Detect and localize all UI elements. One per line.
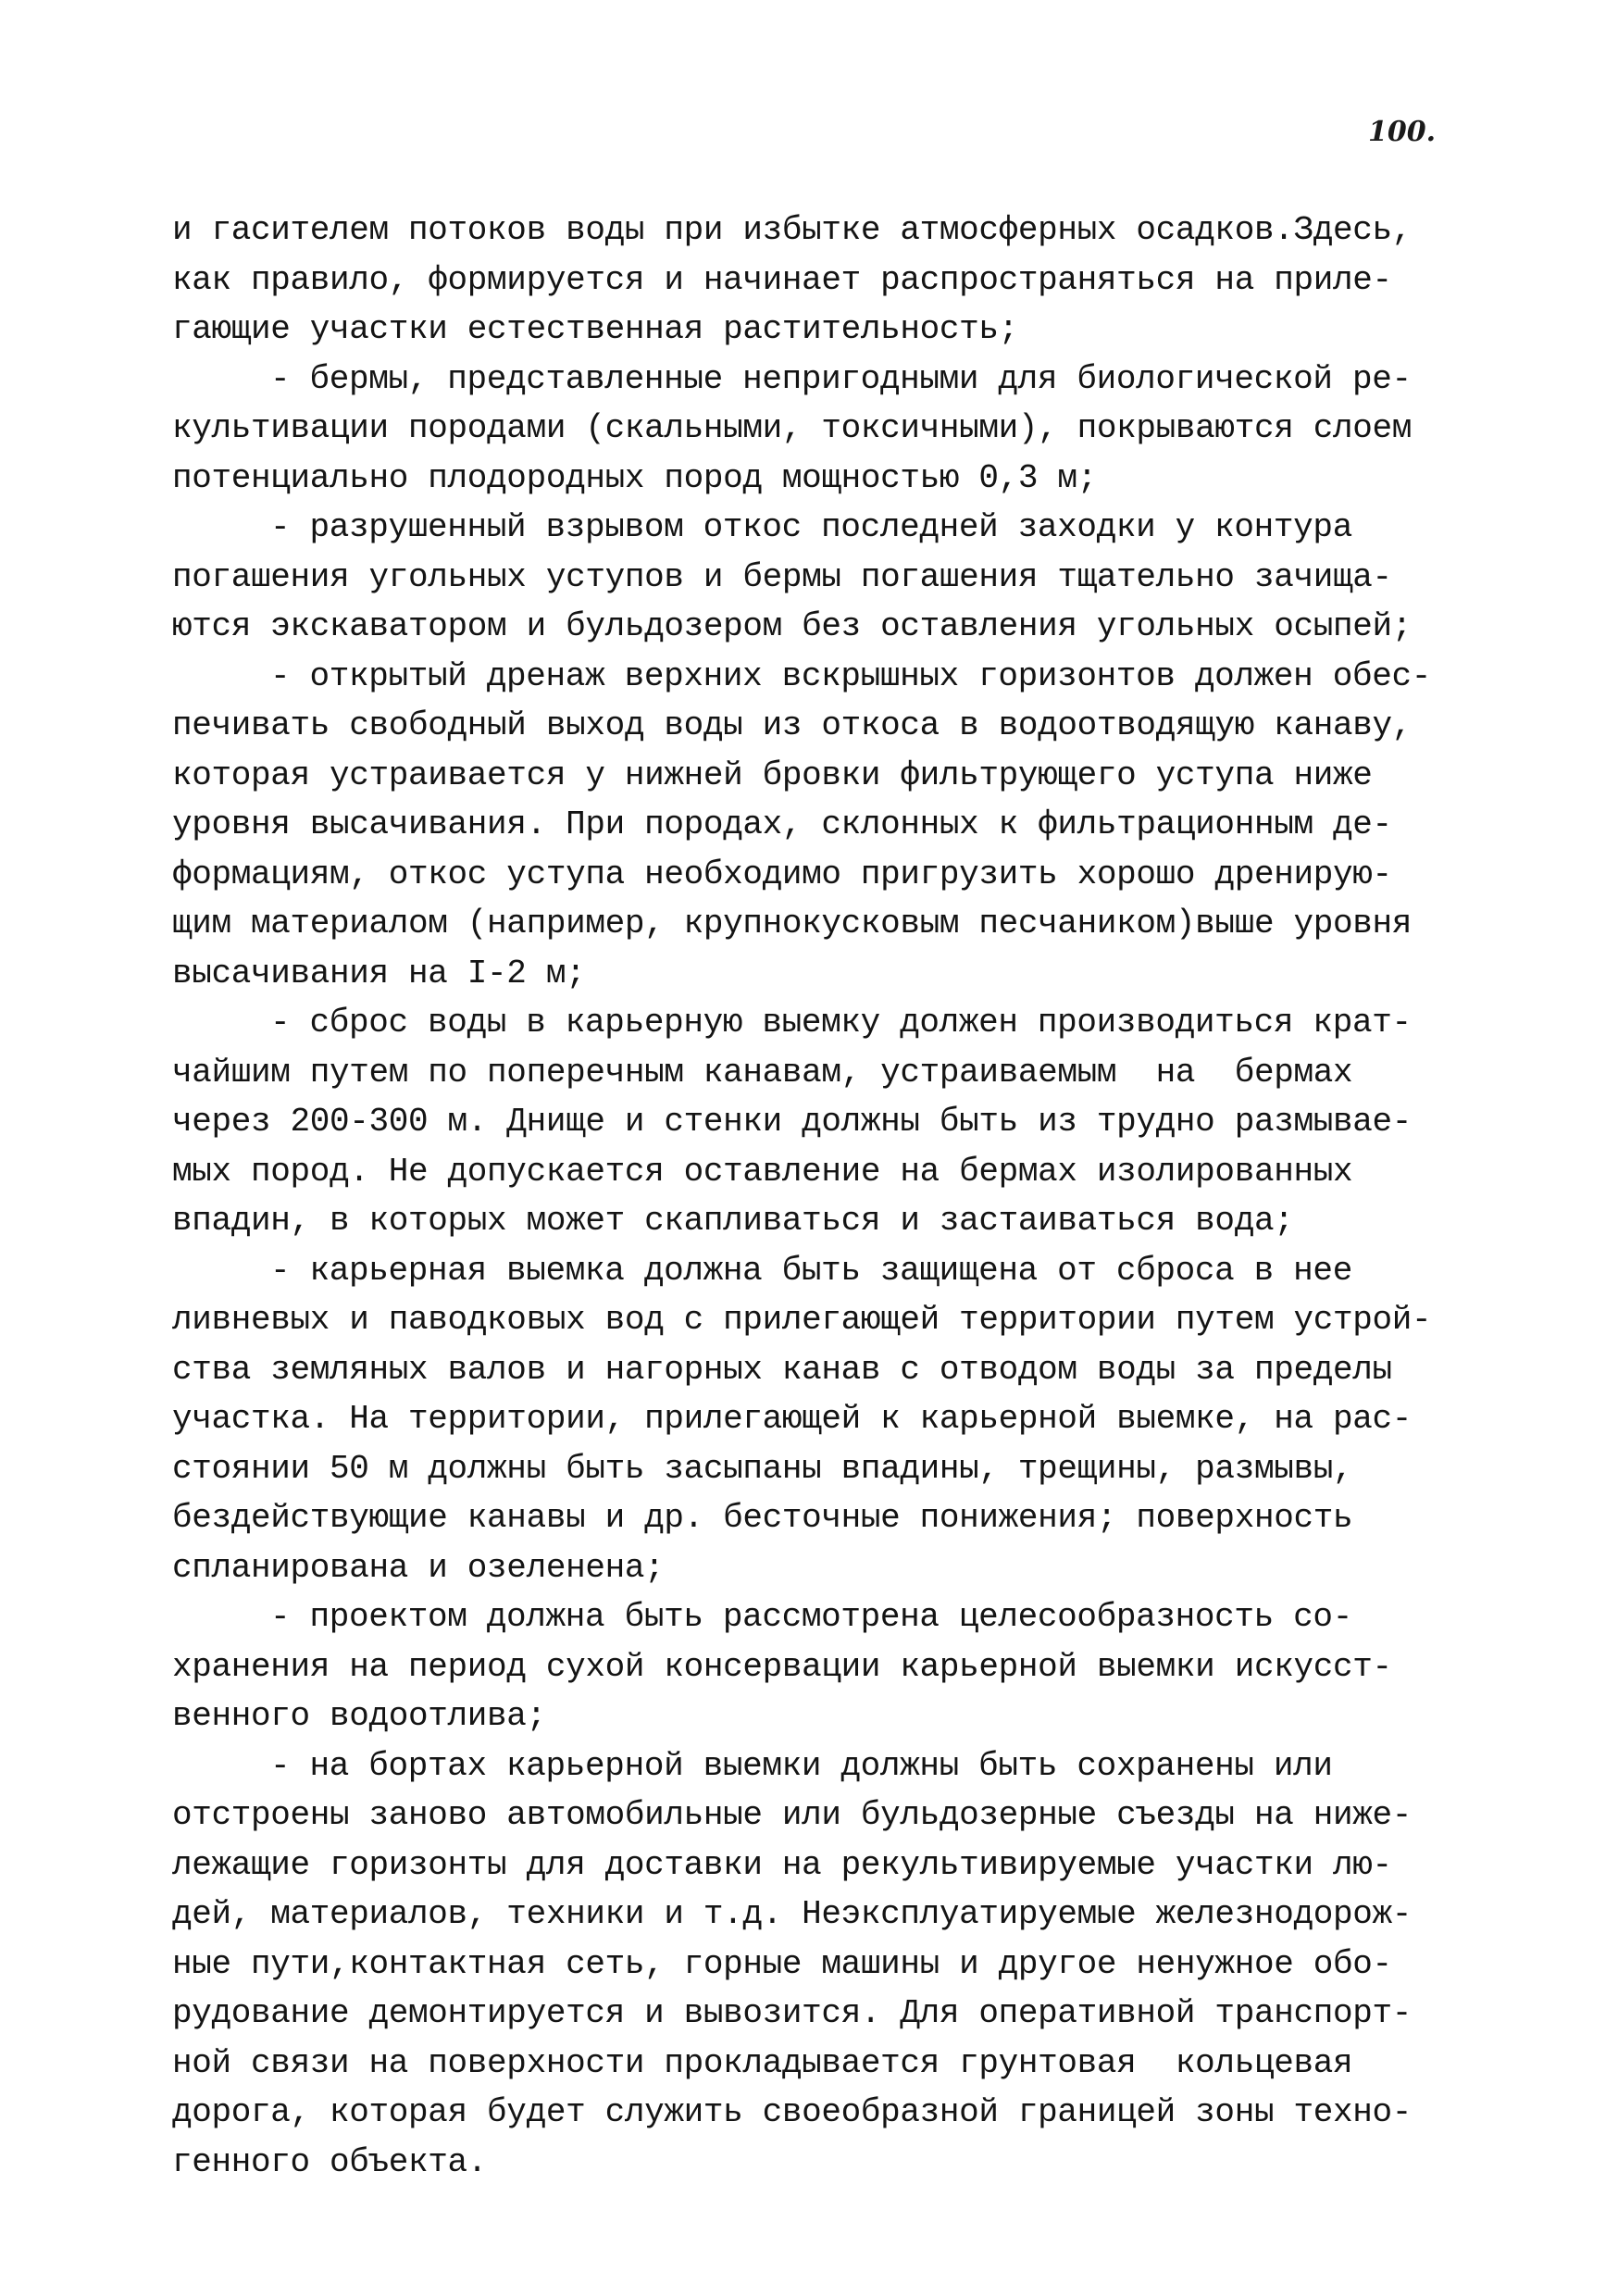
text-line: через 200-300 м. Днище и стенки должны быть из трудно размывае- bbox=[172, 1103, 1412, 1141]
text-line: ные пути,контактная сеть, горные машины и другое ненужное обо- bbox=[172, 1944, 1392, 1983]
text-line: генного объекта. bbox=[172, 2142, 488, 2181]
text-line: печивать свободный выход воды из откоса в водоотводящую канаву, bbox=[172, 706, 1412, 744]
text-line: ливневых и паводковых вод с прилегающей территории путем устрой- bbox=[172, 1301, 1432, 1339]
text-line: участка. На территории, прилегающей к карьерной выемке, на рас- bbox=[172, 1400, 1412, 1438]
text-line: ются экскаватором и бульдозером без оставления угольных осыпей; bbox=[172, 607, 1412, 645]
text-line: гающие участки естественная растительность; bbox=[172, 310, 1018, 348]
text-line: мых пород. Не допускается оставление на бермах изолированных bbox=[172, 1152, 1353, 1191]
text-line: и гасителем потоков воды при избытке атмосферных осадков.Здесь, bbox=[172, 211, 1412, 249]
text-line: рудование демонтируется и вывозится. Для оперативной транспорт- bbox=[172, 1994, 1412, 2032]
text-line: спланирована и озеленена; bbox=[172, 1548, 665, 1587]
text-line: - бермы, представленные непригодными для биологической ре- bbox=[270, 359, 1412, 398]
text-line: - на бортах карьерной выемки должны быть сохранены или bbox=[270, 1746, 1333, 1785]
text-line: высачивания на I-2 м; bbox=[172, 954, 586, 992]
text-line: ной связи на поверхности прокладывается грунтовая кольцевая bbox=[172, 2043, 1353, 2082]
text-line: венного водоотлива; bbox=[172, 1697, 546, 1735]
text-line: которая устраивается у нижней бровки фильтрующего уступа ниже bbox=[172, 755, 1373, 794]
text-line: культивации породами (скальными, токсичными), покрываются слоем bbox=[172, 409, 1412, 447]
page-number: 100. bbox=[1368, 116, 1437, 148]
text-line: уровня высачивания. При породах, склонных к фильтрационным де- bbox=[172, 805, 1392, 843]
text-line: чайшим путем по поперечным канавам, устраиваемым на бермах bbox=[172, 1053, 1353, 1092]
text-line: - открытый дренаж верхних вскрышных горизонтов должен обес- bbox=[270, 656, 1431, 695]
text-line: впадин, в которых может скапливаться и застаиваться вода; bbox=[172, 1202, 1294, 1240]
text-line: хранения на период сухой консервации карьерной выемки искусст- bbox=[172, 1647, 1392, 1686]
text-line: формациям, откос уступа необходимо пригрузить хорошо дренирую- bbox=[172, 855, 1392, 893]
text-line: погашения угольных уступов и бермы погашения тщательно зачища- bbox=[172, 557, 1392, 596]
text-line: - проектом должна быть рассмотрена целесообразность со- bbox=[270, 1598, 1352, 1636]
text-line: дей, материалов, техники и т.д. Неэксплуатируемые железнодорож- bbox=[172, 1895, 1412, 1933]
text-line: лежащие горизонты для доставки на рекультивируемые участки лю- bbox=[172, 1845, 1392, 1884]
text-line: дорога, которая будет служить своеобразной границей зоны техно- bbox=[172, 2093, 1412, 2131]
text-line: стоянии 50 м должны быть засыпаны впадины, трещины, размывы, bbox=[172, 1449, 1353, 1488]
body-text bbox=[172, 206, 1468, 2187]
text-line: отстроены заново автомобильные или бульдозерные съезды на ниже- bbox=[172, 1796, 1412, 1834]
text-line: - сброс воды в карьерную выемку должен производиться крат- bbox=[270, 1004, 1412, 1042]
text-line: - разрушенный взрывом откос последней заходки у контура bbox=[270, 508, 1352, 546]
text-line: бездействующие канавы и др. бесточные понижения; поверхность bbox=[172, 1499, 1353, 1537]
text-line: потенциально плодородных пород мощностью 0,3 м; bbox=[172, 458, 1097, 497]
text-line: - карьерная выемка должна быть защищена от сброса в нее bbox=[270, 1251, 1352, 1290]
text-line: щим материалом (например, крупнокусковым песчаником)выше уровня bbox=[172, 905, 1412, 942]
text-line: как правило, формируется и начинает распространяться на приле- bbox=[172, 260, 1392, 299]
text-line: ства земляных валов и нагорных канав с отводом воды за пределы bbox=[172, 1350, 1392, 1389]
